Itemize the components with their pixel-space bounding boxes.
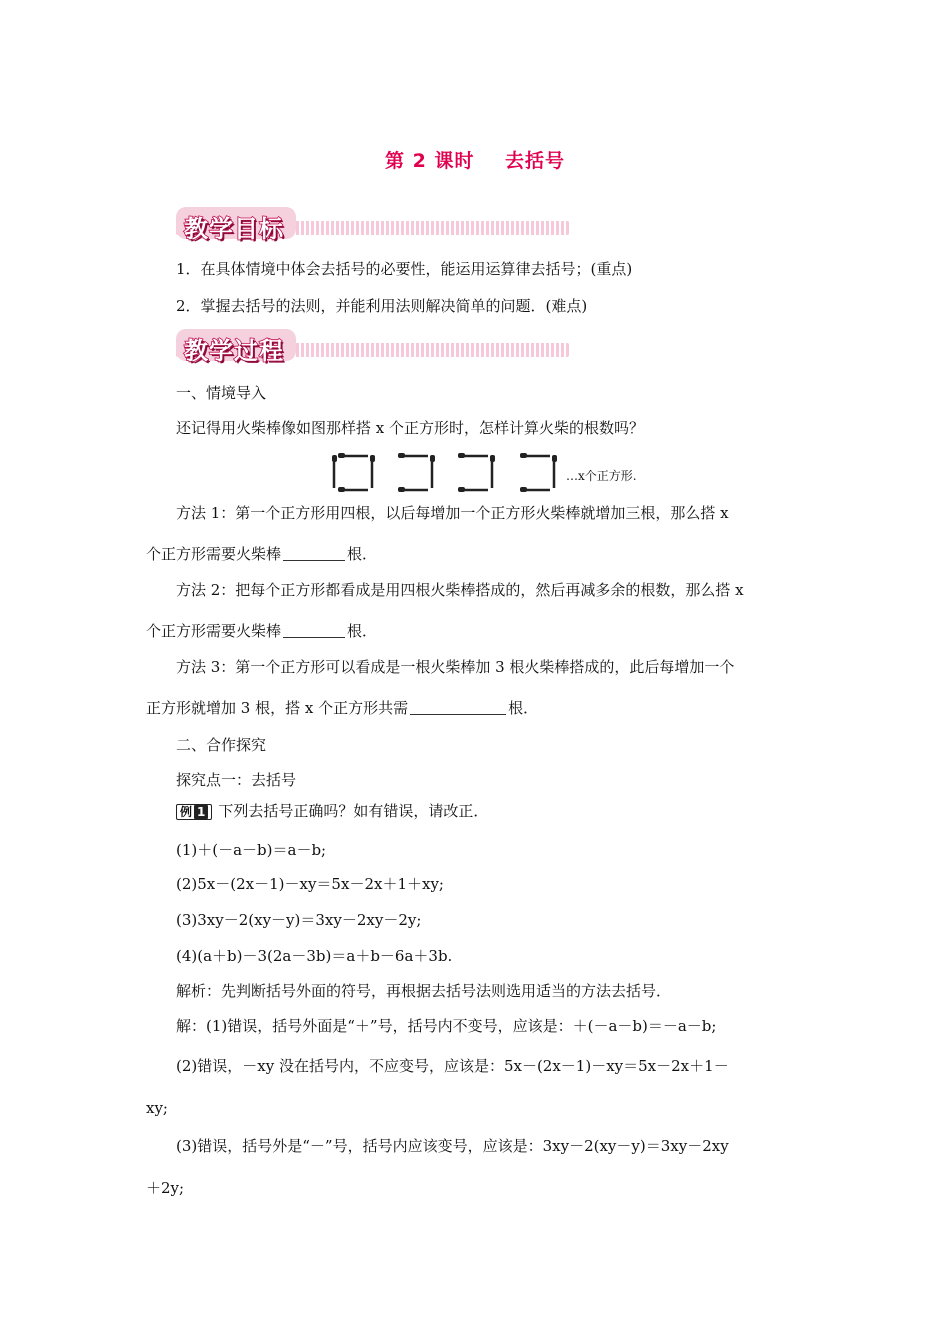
answer-blank-3[interactable]: [410, 700, 506, 715]
solution-1: 解：(1)错误，括号外面是“＋”号，括号内不变号，应该是：＋(－a－b)＝－a－b;: [176, 1017, 717, 1035]
example-badge: [176, 804, 212, 820]
example-item-2: (2)5x－(2x－1)－xy＝5x－2x＋1＋xy;: [176, 875, 444, 893]
square-2: [398, 453, 435, 492]
example-badge-label: 例: [180, 805, 193, 819]
method2-unit: 根．: [347, 622, 378, 640]
method1-line2: [146, 544, 377, 564]
example-badge-number: 1: [194, 805, 208, 819]
section-banner-process: [176, 329, 569, 363]
section-label: 教学过程: [184, 337, 284, 365]
method3-text: 正方形就增加 3 根，搭 x 个正方形共需: [146, 699, 409, 717]
square-3: [458, 453, 495, 492]
section-label: 教学目标: [184, 215, 284, 243]
solution-3-line2: ＋2y;: [146, 1179, 185, 1197]
solution-2-line2: xy;: [146, 1099, 168, 1117]
method1-unit: 根．: [347, 545, 378, 563]
part1-question: 还记得用火柴棒像如图那样搭 x 个正方形时，怎样计算火柴的根数吗？: [176, 419, 644, 437]
solution-3-line1: (3)错误，括号外是“－”号，括号内应该变号，应该是：3xy－2(xy－y)＝3xy－2xy: [176, 1137, 729, 1155]
analysis-text: 解析：先判断括号外面的符号，再根据去括号法则选用适当的方法去括号．: [176, 982, 672, 1000]
figure-caption: …x个正方形.: [566, 469, 637, 483]
explore-point-1: 探究点一：去括号: [176, 771, 297, 789]
method2-text: 个正方形需要火柴棒: [146, 622, 282, 640]
method3-line2: [146, 698, 538, 718]
example-1-line: [176, 801, 488, 821]
method3-unit: 根．: [508, 699, 539, 717]
example-item-3: (3)3xy－2(xy－y)＝3xy－2xy－2y;: [176, 911, 422, 929]
square-1: [332, 453, 375, 492]
method2-line1: 方法 2：把每个正方形都看成是用四根火柴棒搭成的，然后再减多余的根数，那么搭 x: [176, 581, 744, 599]
objective-1: 1．在具体情境中体会去括号的必要性，能运用运算律去括号；(重点): [176, 260, 633, 278]
answer-blank-2[interactable]: [283, 623, 345, 638]
part2-heading: 二、合作探究: [176, 736, 267, 754]
example-text: 下列去括号正确吗？如有错误，请改正．: [218, 802, 489, 820]
example-item-1: (1)＋(－a－b)＝a－b;: [176, 841, 327, 859]
page-title: 第 2 课时 去括号: [385, 150, 565, 172]
method1-text: 个正方形需要火柴棒: [146, 545, 282, 563]
matchstick-figure: [326, 452, 566, 494]
square-4: [520, 453, 557, 492]
section-banner-objectives: [176, 207, 569, 241]
part1-heading: 一、情境导入: [176, 384, 267, 402]
method1-line1: 方法 1：第一个正方形用四根，以后每增加一个正方形火柴棒就增加三根，那么搭 x: [176, 504, 729, 522]
method3-line1: 方法 3：第一个正方形可以看成是一根火柴棒加 3 根火柴棒搭成的，此后每增加一个: [176, 658, 735, 676]
method2-line2: [146, 621, 377, 641]
answer-blank-1[interactable]: [283, 546, 345, 561]
example-item-4: (4)(a＋b)－3(2a－3b)＝a＋b－6a＋3b.: [176, 947, 453, 965]
objective-2: 2．掌握去括号的法则，并能利用法则解决简单的问题．(难点): [176, 297, 588, 315]
solution-2-line1: (2)错误，－xy 没在括号内，不应变号，应该是：5x－(2x－1)－xy＝5x－2x＋1－: [176, 1057, 729, 1075]
